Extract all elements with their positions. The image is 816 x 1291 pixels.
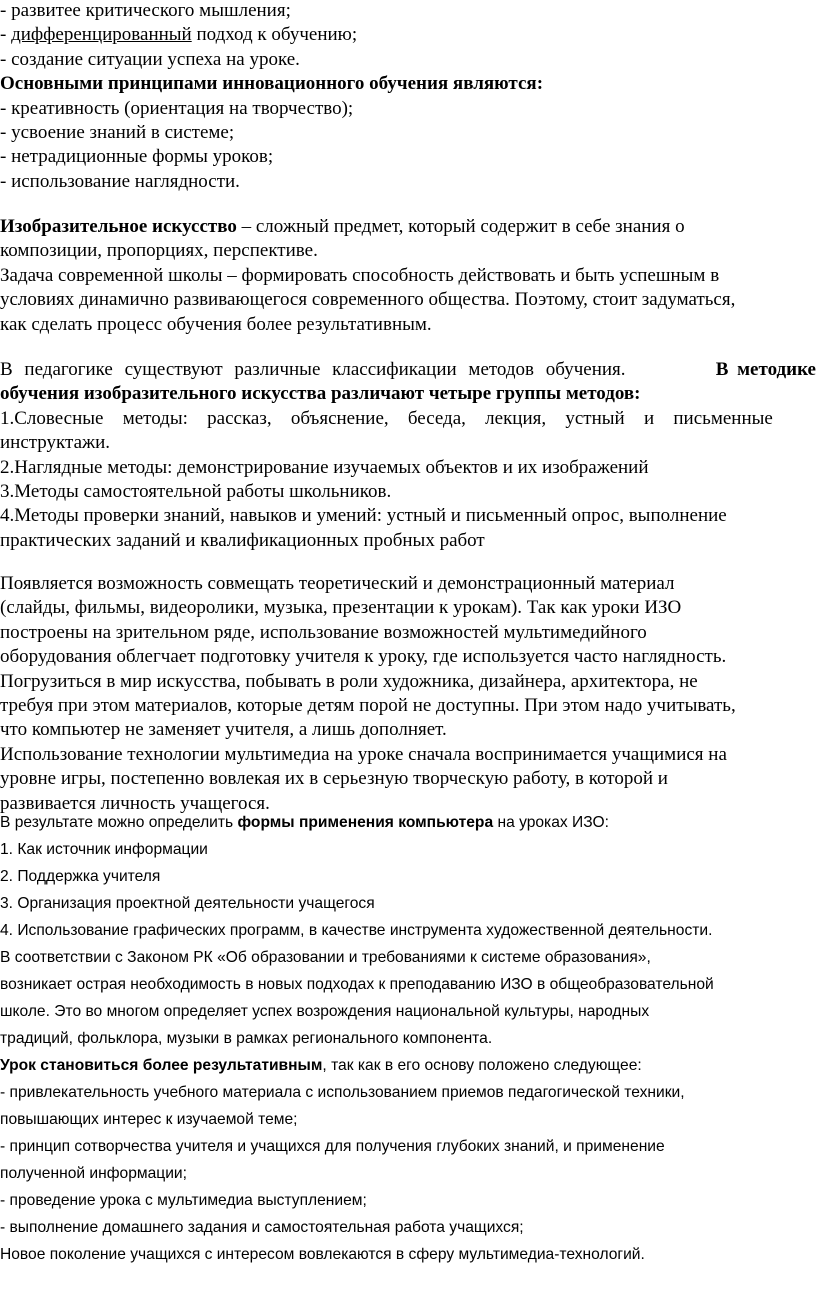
forms-lead: В результате можно определить формы применения компьютера на уроках ИЗО: [0, 814, 609, 831]
method-item: 1.Словесные методы: рассказ, объяснение, беседа, лекция, устный и письменные [0, 407, 773, 429]
paragraph-line: развивается личность учащегося. [0, 792, 270, 814]
result-line: полученной информации; [0, 1165, 187, 1182]
result-line: повышающих интерес к изучаемой теме; [0, 1111, 298, 1128]
list-item: - нетрадиционные формы уроков; [0, 146, 274, 168]
principles-heading: Основными принципами инновационного обучения являются: [0, 73, 544, 95]
result-line: - выполнение домашнего задания и самостоятельная работа учащихся; [0, 1219, 524, 1236]
forms-lead-bold: формы применения компьютера [237, 814, 494, 831]
paragraph-line: школе. Это во многом определяет успех возрождения национальной культуры, народных [0, 1003, 650, 1020]
list-item: - усвоение знаний в системе; [0, 122, 235, 144]
multimedia-paragraph [0, 572, 816, 816]
methods-intro-line-2: обучения изобразительного искусства различают четыре группы методов: [0, 383, 641, 405]
list-item: - создание ситуации успеха на уроке. [0, 48, 300, 70]
methods-intro-line [0, 358, 816, 382]
paragraph-line: оборудования облегчает подготовку учителя к уроку, где используется часто наглядность. [0, 646, 727, 668]
art-paragraph [0, 215, 816, 337]
paragraph-line: уровне игры, постепенно вовлекая их в серьезную творческую работу, в которой и [0, 768, 668, 790]
result-line: - принцип сотворчества учителя и учащихся для получения глубоких знаний, и применение [0, 1138, 665, 1155]
list-suffix: подход к обучению; [191, 24, 358, 46]
method-item: 2.Наглядные методы: демонстрирование изучаемых объектов и их изображений [0, 456, 649, 478]
paragraph-line: требуя при этом материалов, которые детям порой не доступны. При этом надо учитывать, [0, 695, 736, 717]
method-item-cont: практических заданий и квалификационных пробных работ [0, 529, 485, 551]
paragraph-line: Погрузиться в мир искусства, побывать в роли художника, дизайнера, архитектора, не [0, 670, 698, 692]
art-line-2: композиции, пропорциях, перспективе. [0, 240, 318, 262]
methods-section [0, 358, 816, 553]
paragraph-line: (слайды, фильмы, видеоролики, музыка, презентации к урокам). Так как уроки ИЗО [0, 597, 682, 619]
result-lead-bold: Урок становиться более результативным [0, 1057, 323, 1074]
paragraph-line: что компьютер не заменяет учителя, а лишь дополняет. [0, 719, 447, 741]
task-line: условиях динамично развивающегося современного общества. Поэтому, стоит задуматься, [0, 289, 736, 311]
intro-list [0, 0, 816, 194]
result-line: - привлекательность учебного материала с использованием приемов педагогической техники, [0, 1084, 685, 1101]
forms-item: 3. Организация проектной деятельности учащегося [0, 895, 375, 912]
paragraph-line: построены на зрительном ряде, использование возможностей мультимедийного [0, 621, 647, 643]
paragraph-line: Использование технологии мультимедиа на уроке сначала воспринимается учащимися на [0, 743, 727, 765]
art-term: Изобразительное искусство [0, 216, 237, 237]
method-item-cont: инструктажи. [0, 432, 111, 454]
methods-intro-bold: В методике [715, 359, 816, 380]
forms-item: 2. Поддержка учителя [0, 868, 161, 885]
art-line-1: Изобразительное искусство – сложный предмет, который содержит в себе знания о [0, 216, 685, 237]
task-line: как сделать процесс обучения более результативным. [0, 313, 432, 335]
result-line: Новое поколение учащихся с интересом вовлекаются в сферу мультимедиа-технологий. [0, 1246, 645, 1263]
result-line: - проведение урока с мультимедиа выступлением; [0, 1192, 367, 1209]
task-line: Задача современной школы – формировать способность действовать и быть успешным в [0, 264, 720, 286]
method-item: 3.Методы самостоятельной работы школьников. [0, 481, 392, 503]
forms-item: 4. Использование графических программ, в качестве инструмента художественной деятельности. [0, 922, 713, 939]
underlined-term: дифференцированный [11, 24, 192, 46]
paragraph-line: Появляется возможность совмещать теоретический и демонстрационный материал [0, 573, 675, 594]
forms-item: 1. Как источник информации [0, 841, 208, 858]
paragraph-line: традиций, фольклора, музыки в рамках регионального компонента. [0, 1030, 493, 1047]
list-prefix: - [0, 24, 12, 46]
method-item: 4.Методы проверки знаний, навыков и умений: устный и письменный опрос, выполнение [0, 505, 727, 527]
paragraph-line: В соответствии с Законом РК «Об образовании и требованиями к системе образования», [0, 949, 651, 966]
methods-intro-plain: В педагогике существуют различные классификации методов обучения. [0, 359, 626, 380]
list-item: - развитее критического мышления; [0, 0, 291, 21]
list-item: - использование наглядности. [0, 170, 240, 192]
result-lead: Урок становиться более результативным, так как в его основу положено следующее: [0, 1057, 642, 1074]
list-item: - креативность (ориентация на творчество); [0, 97, 354, 119]
list-item [0, 23, 816, 47]
paragraph-line: возникает острая необходимость в новых подходах к преподаванию ИЗО в общеобразовательной [0, 976, 714, 993]
